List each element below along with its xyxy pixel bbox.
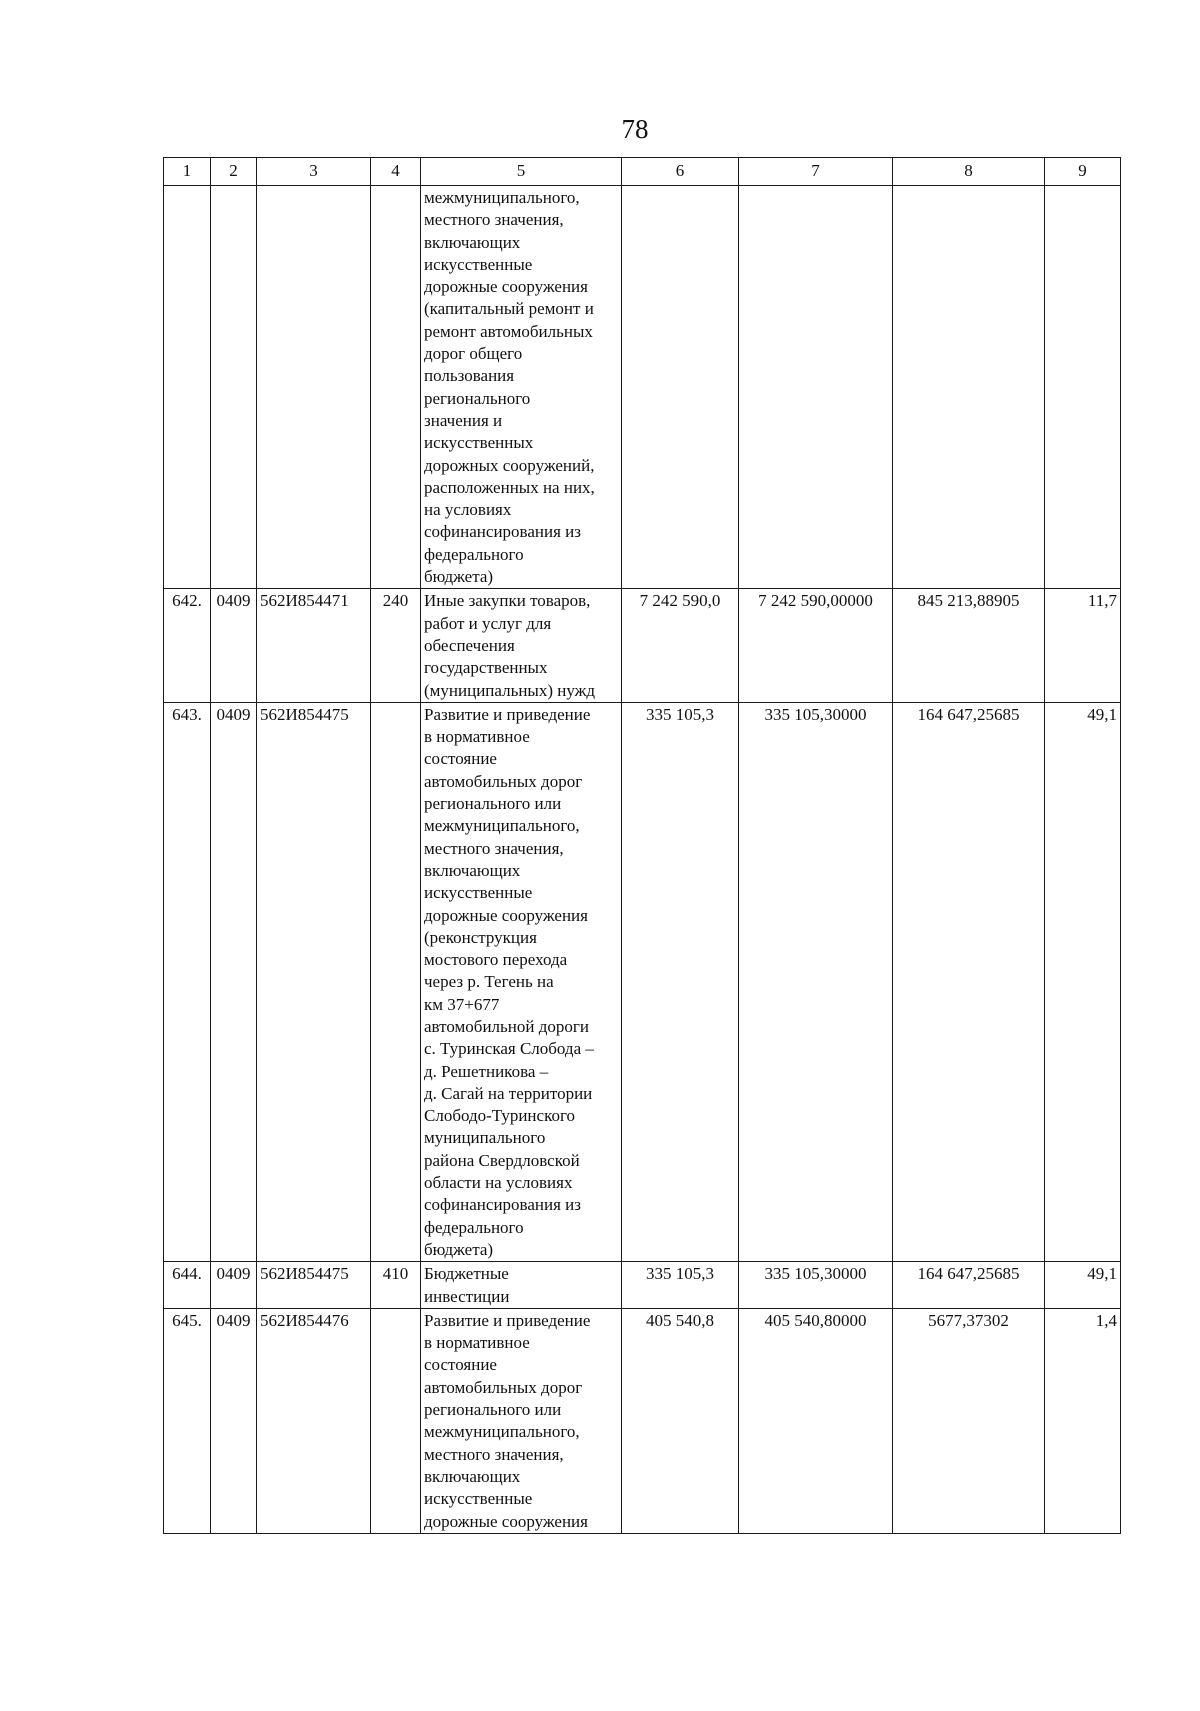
description-line: искусственные bbox=[424, 254, 533, 274]
column-header: 3 bbox=[257, 158, 371, 186]
execution-percent: 49,1 bbox=[1045, 1262, 1121, 1309]
description-line: муниципального bbox=[424, 1128, 546, 1148]
description-line: межмуниципального, bbox=[424, 188, 580, 207]
description bbox=[421, 702, 622, 1261]
description-line: (муниципальных) нужд bbox=[424, 680, 596, 700]
description-line: автомобильных дорог bbox=[424, 771, 583, 791]
description-line: (капитальный ремонт и bbox=[424, 299, 594, 319]
description-line: д. Сагай на территории bbox=[424, 1083, 593, 1103]
description-line: местного значения, bbox=[424, 210, 564, 230]
column-header: 9 bbox=[1045, 158, 1121, 186]
expense-type-code bbox=[371, 186, 421, 589]
table-row bbox=[164, 589, 1121, 702]
execution-percent: 11,7 bbox=[1045, 589, 1121, 702]
description-line: расположенных на них, bbox=[424, 477, 595, 497]
description-line: ремонт автомобильных bbox=[424, 321, 593, 341]
description-line: Развитие и приведение bbox=[424, 704, 591, 724]
description-line: дорог общего bbox=[424, 344, 523, 364]
description-line: на условиях bbox=[424, 500, 512, 520]
column-header: 4 bbox=[371, 158, 421, 186]
section-code: 0409 bbox=[211, 1262, 257, 1309]
execution-percent bbox=[1045, 186, 1121, 589]
description bbox=[421, 1262, 622, 1309]
expense-type-code bbox=[371, 702, 421, 1261]
description-line: искусственные bbox=[424, 1489, 533, 1509]
target-article-code bbox=[257, 186, 371, 589]
execution-percent: 1,4 bbox=[1045, 1308, 1121, 1533]
description-line: значения и bbox=[424, 410, 503, 430]
table-row bbox=[164, 1308, 1121, 1533]
description-line: области на условиях bbox=[424, 1173, 573, 1193]
section-code: 0409 bbox=[211, 1308, 257, 1533]
expense-type-code: 240 bbox=[371, 589, 421, 702]
section-code bbox=[211, 186, 257, 589]
table-row bbox=[164, 702, 1121, 1261]
description-line: состояние bbox=[424, 1355, 497, 1375]
column-header: 5 bbox=[421, 158, 622, 186]
description-line: км 37+677 bbox=[424, 994, 500, 1014]
description-line: автомобильной дороги bbox=[424, 1016, 589, 1036]
column-header: 7 bbox=[739, 158, 893, 186]
row-number: 644. bbox=[164, 1262, 211, 1309]
table-body bbox=[164, 186, 1121, 1534]
executed-amount bbox=[893, 186, 1045, 589]
description-line: инвестиции bbox=[424, 1286, 510, 1306]
column-header: 1 bbox=[164, 158, 211, 186]
row-number bbox=[164, 186, 211, 589]
amended-amount: 335 105,30000 bbox=[739, 1262, 893, 1309]
description-line: бюджета) bbox=[424, 1239, 494, 1259]
description-line: в нормативное bbox=[424, 727, 530, 747]
amended-amount: 7 242 590,00000 bbox=[739, 589, 893, 702]
table-row bbox=[164, 1262, 1121, 1309]
description bbox=[421, 186, 622, 589]
expense-type-code: 410 bbox=[371, 1262, 421, 1309]
target-article-code: 562И854475 bbox=[257, 702, 371, 1261]
column-header: 2 bbox=[211, 158, 257, 186]
description-line: государственных bbox=[424, 658, 548, 678]
description-line: местного значения, bbox=[424, 1444, 564, 1464]
description-line: состояние bbox=[424, 749, 497, 769]
description-line: местного значения, bbox=[424, 838, 564, 858]
description-line: включающих bbox=[424, 1466, 521, 1486]
description-line: Развитие и приведение bbox=[424, 1310, 591, 1330]
description-line: д. Решетникова – bbox=[424, 1061, 549, 1081]
approved-amount: 7 242 590,0 bbox=[622, 589, 739, 702]
description-line: федерального bbox=[424, 544, 524, 564]
description-line: межмуниципального, bbox=[424, 816, 580, 836]
description-line: искусственные bbox=[424, 883, 533, 903]
target-article-code: 562И854476 bbox=[257, 1308, 371, 1533]
column-header: 8 bbox=[893, 158, 1045, 186]
target-article-code: 562И854475 bbox=[257, 1262, 371, 1309]
description bbox=[421, 1308, 622, 1533]
row-number: 642. bbox=[164, 589, 211, 702]
description-line: включающих bbox=[424, 232, 521, 252]
description-line: района Свердловской bbox=[424, 1150, 580, 1170]
executed-amount: 164 647,25685 bbox=[893, 1262, 1045, 1309]
amended-amount: 335 105,30000 bbox=[739, 702, 893, 1261]
description-line: включающих bbox=[424, 860, 521, 880]
executed-amount: 164 647,25685 bbox=[893, 702, 1045, 1261]
description bbox=[421, 589, 622, 702]
description-line: регионального или bbox=[424, 794, 562, 814]
description-line: межмуниципального, bbox=[424, 1422, 580, 1442]
executed-amount: 845 213,88905 bbox=[893, 589, 1045, 702]
description-line: пользования bbox=[424, 366, 515, 386]
description-line: федерального bbox=[424, 1217, 524, 1237]
description-line: бюджета) bbox=[424, 567, 494, 587]
description-line: работ и услуг для bbox=[424, 613, 552, 633]
description-line: в нормативное bbox=[424, 1333, 530, 1353]
table-row bbox=[164, 186, 1121, 589]
amended-amount bbox=[739, 186, 893, 589]
budget-table bbox=[163, 157, 1121, 1534]
column-header: 6 bbox=[622, 158, 739, 186]
description-line: регионального или bbox=[424, 1400, 562, 1420]
description-line: Бюджетные bbox=[424, 1264, 509, 1284]
description-line: Иные закупки товаров, bbox=[424, 591, 591, 611]
description-line: софинансирования из bbox=[424, 522, 581, 542]
description-line: мостового перехода bbox=[424, 950, 568, 970]
amended-amount: 405 540,80000 bbox=[739, 1308, 893, 1533]
row-number: 643. bbox=[164, 702, 211, 1261]
approved-amount: 335 105,3 bbox=[622, 1262, 739, 1309]
approved-amount: 335 105,3 bbox=[622, 702, 739, 1261]
approved-amount: 405 540,8 bbox=[622, 1308, 739, 1533]
description-line: с. Туринская Слобода – bbox=[424, 1039, 594, 1059]
description-line: через р. Тегень на bbox=[424, 972, 554, 992]
description-line: софинансирования из bbox=[424, 1195, 581, 1215]
section-code: 0409 bbox=[211, 702, 257, 1261]
execution-percent: 49,1 bbox=[1045, 702, 1121, 1261]
page-number: 78 bbox=[621, 114, 649, 144]
description-line: (реконструкция bbox=[424, 927, 537, 947]
expense-type-code bbox=[371, 1308, 421, 1533]
description-line: дорожных сооружений, bbox=[424, 455, 595, 475]
target-article-code: 562И854471 bbox=[257, 589, 371, 702]
description-line: дорожные сооружения bbox=[424, 277, 588, 297]
row-number: 645. bbox=[164, 1308, 211, 1533]
description-line: автомобильных дорог bbox=[424, 1377, 583, 1397]
approved-amount bbox=[622, 186, 739, 589]
description-line: дорожные сооружения bbox=[424, 1511, 588, 1531]
description-line: дорожные сооружения bbox=[424, 905, 588, 925]
description-line: обеспечения bbox=[424, 635, 515, 655]
table-header-row bbox=[164, 158, 1121, 186]
section-code: 0409 bbox=[211, 589, 257, 702]
description-line: Слободо-Туринского bbox=[424, 1106, 576, 1126]
executed-amount: 5677,37302 bbox=[893, 1308, 1045, 1533]
description-line: регионального bbox=[424, 388, 531, 408]
description-line: искусственных bbox=[424, 433, 534, 453]
